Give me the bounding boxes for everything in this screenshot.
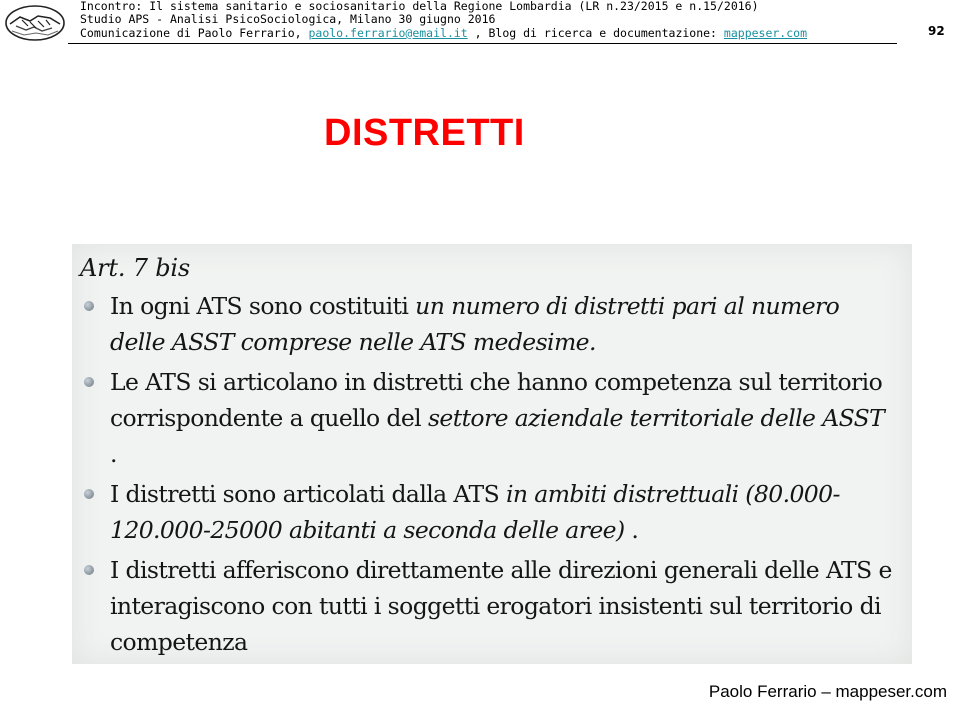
bullet-icon <box>84 301 94 311</box>
footer-credit: Paolo Ferrario – mappeser.com <box>708 682 947 701</box>
page-number: 92 <box>928 24 945 38</box>
bullet-italic-text: un numero di distretti pari al numero delle ASST comprese nelle ATS medesime. <box>110 292 840 356</box>
bullet-tail-text: . <box>110 440 117 468</box>
bullet-item <box>80 288 892 360</box>
header-divider <box>68 43 897 44</box>
bullet-item <box>80 476 892 548</box>
email-link[interactable]: paolo.ferrario@email.it <box>308 25 468 40</box>
bullet-text: I distretti afferiscono direttamente alle direzioni generali delle ATS e interagiscono con tutti i soggetti erogatori insistenti sul territorio di competenza <box>110 556 892 656</box>
document-header <box>80 0 900 40</box>
blog-link[interactable]: mappeser.com <box>723 25 808 40</box>
bullet-italic-text: settore aziendale territoriale delle ASST <box>427 404 885 432</box>
bullet-item <box>80 364 892 472</box>
bullet-text: Le ATS si articolano in distretti che hanno competenza sul territorio corrispondente a quello del <box>110 368 883 432</box>
header-line-event: Incontro: Il sistema sanitario e sociosanitario della Regione Lombardia (LR n.23/2015 e n.15/2016) <box>80 0 759 13</box>
bullet-item <box>80 552 892 660</box>
bullet-icon <box>84 377 94 387</box>
bullet-icon <box>84 565 94 575</box>
bullet-icon <box>84 489 94 499</box>
header-contact-middle: , Blog di ricerca e documentazione: <box>467 25 724 40</box>
header-contact-prefix: Comunicazione di Paolo Ferrario, <box>80 25 309 40</box>
bullet-tail-text: . <box>624 516 639 544</box>
article-heading: Art. 7 bis <box>80 254 190 282</box>
header-line-studio: Studio APS - Analisi PsicoSociologica, Milano 30 giugno 2016 <box>80 12 496 27</box>
scanned-article-image <box>72 244 912 664</box>
bullet-italic-text: in ambiti distrettuali (80.000-120.000-25000 abitanti a seconda delle aree) <box>110 480 840 544</box>
bullet-text: I distretti sono articolati dalla ATS <box>110 480 506 508</box>
bullet-text: In ogni ATS sono costituiti <box>110 292 416 320</box>
header-line-contact <box>80 27 900 40</box>
article-bullet-list <box>80 288 892 660</box>
slide-title: DISTRETTI <box>324 112 525 154</box>
handshake-logo-icon <box>4 4 66 42</box>
